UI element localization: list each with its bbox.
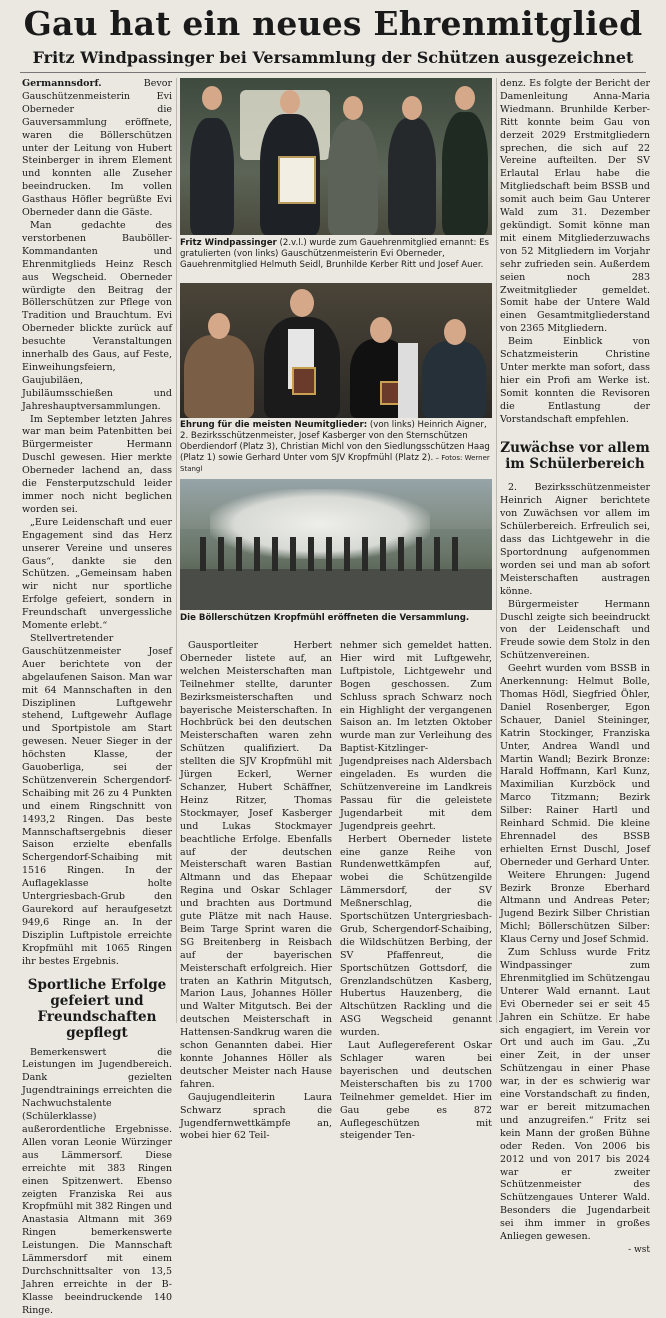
- person: [184, 335, 254, 418]
- vase-stand: [398, 343, 418, 418]
- photo-caption: [180, 613, 492, 624]
- paragraph: Stellvertretender Gauschützenmeister Josef Auer berichtete von der abgelaufenen Saison. Man war mit 64 Mannschaften in den Disziplinen Luftgewehr stehend, Luftgewehr Auflage und Sportpistole am Start gewesen. Neuer Sieger in der höchsten Klasse, der Gauoberliga, sei der Schützenverein Schergendorf-Schaibing mit 26 zu 4 Punkten und einem Ringschnitt von 1493,2 Ringen. Das beste Mannschaftsergebnis dieser Saison erzielte ebenfalls Schergendorf-Schaibing mit 1516 Ringen. In der Auflageklasse holte Untergriesbach-Grub den Gaurekord auf heraufgesetzt 949,6 Ringe an. In der Disziplin Luftpistole erreichte Kropfmühl mit 1065 Ringen ihr bestes Ergebnis.: [22, 632, 172, 967]
- section-heading: Zuwächse vor allem im Schülerbereich: [500, 440, 650, 473]
- column-divider: [496, 78, 497, 1023]
- paragraph: 2. Bezirksschützenmeister Heinrich Aigner berichtete von Zuwächsen vor allem im Schülerbereich. Erfreulich sei, dass das Lichtgewehr in die Sportordnung aufgenommen worden sei und man ab sofort Meisterschaften austragen könne.: [500, 482, 650, 597]
- person: [422, 341, 486, 418]
- article-subheadline: Fritz Windpassinger bei Versammlung der Schützen ausgezeichnet: [32, 48, 634, 67]
- person-head: [280, 90, 300, 114]
- photo-new-members-award: [180, 283, 492, 418]
- person-head: [455, 86, 475, 110]
- paragraph: denz. Es folgte der Bericht der Damenleitung Anna-Maria Wiedmann. Brunhilde Kerber-Ritt konnte beim Gau von derzeit 2029 Erstmitgliedern sprechen, die sich auf 22 Vereine aufteilten. Der SV Erlautal Erlau habe die Mitgliedschaft beim BSSB und somit auch beim Gau Unterer Wald zum 31. Dezember gekündigt. Somit könne man mit einem Mitgliederzuwachs von 52 Mitgliedern im Vorjahr sehr zufrieden sein. Außerdem seien noch 283 Zweitmitglieder gemeldet. Somit habe der Untere Wald einen Gesamtmitgliederstand von 2365 Mitgliedern.: [500, 78, 650, 335]
- paragraph: Bürgermeister Hermann Duschl zeigte sich beeindruckt von der Leidenschaft und Freude sowie dem Stolz in den Schützenvereinen.: [500, 598, 650, 662]
- paragraph: Im September letzten Jahres war man beim Patenbitten bei Bürgermeister Hermann Duschl gewesen. Hier merkte Oberneder lachend an, dass die Fensterputzschuld leider immer noch nicht beglichen worden sei.: [22, 413, 172, 515]
- person: [328, 120, 378, 235]
- paragraph: Gaujugendleiterin Laura Schwarz sprach die Jugendfernwettkämpfe an, wobei hier 62 Teil-: [180, 1091, 332, 1142]
- middle-column-b: [340, 640, 492, 1143]
- person-head: [202, 86, 222, 110]
- left-column: [22, 78, 172, 1318]
- caption-text: (2.v.l.) wurde zum Gauehrenmitglied ernannt: Es gratulierten (von links) Gauschützenmeisterin Evi Oberneder, Gauehrenmitglied Helmuth Seidl, Brunhilde Kerber Ritt und Josef Auer.: [180, 238, 489, 270]
- section-heading: Sportliche Erfolge gefeiert und Freundschaften gepflegt: [27, 976, 167, 1041]
- photo-boeller-shooters: [180, 479, 492, 610]
- paragraph: [22, 78, 172, 220]
- middle-column-a: [180, 640, 332, 1143]
- paragraph: Bemerkenswert die Leistungen im Jugendbereich. Dank gezielten Jugendtrainings erreichten die Nachwuchstalente (Schülerklasse) außerordentliche Ergebnisse. Allen voran Leonie Würzinger aus Lämmersorf. Diese erreichte mit 383 Ringen einen Spitzenwert. Ebenso zeigten Franziska Rei aus Kropfmühl mit 382 Ringen und Anastasia Altmann mit 369 Ringen bemerkenswerte Leistungen. Die Mannschaft Lämmersdorf mit einem Durchschnittsalter von 13,5 Jahren erreichte in der B-Klasse beeindruckende 140 Ringe.: [22, 1046, 172, 1316]
- person-head: [290, 289, 314, 317]
- person: [190, 118, 234, 235]
- person-head: [343, 96, 363, 120]
- paragraph-text: Bevor Gauschützenmeisterin Evi Oberneder die Gauversammlung eröffnete, waren die Böllerschützen unter der Leitung von Hubert Steinberger in ihrem Element und konnten alle Zuseher beeindrucken. Im vollen Gasthaus Höfler begrüßte Evi Oberneder dann die Gäste.: [22, 78, 172, 219]
- award-plaque: [292, 367, 316, 395]
- photo-honorary-member: [180, 78, 492, 235]
- person-head: [370, 317, 392, 343]
- paragraph: Man gedachte des verstorbenen Bauböller-Kommandanten und Ehrenmitglieds Heinz Resch aus Wegscheid. Oberneder würdigte den Beitrag der Böllerschützen zur Pflege von Tradition und Brauchtum. Evi Oberneder blickte zurück auf besuchte Veranstaltungen innerhalb des Gaus, auf Feste, Einweihungsfeiern, Gaujubiläen, Jubiläumsschießen und Jahreshauptversammlungen.: [22, 219, 172, 412]
- caption-lead: Die Böllerschützen Kropfmühl eröffneten die Versammlung.: [180, 613, 470, 623]
- paragraph: Weitere Ehrungen: Jugend Bezirk Bronze Eberhard Altmann und Andreas Peter; Jugend Bezirk Silber Christian Michl; Böllerschützen Silber: Klaus Cerny und Josef Schmid.: [500, 869, 650, 946]
- caption-text: (von links) Heinrich Aigner, 2. Bezirksschützenmeister, Josef Kasberger von den Sternschützen Oberdiendorf (Platz 3), Christian Michl von den Siedlungsschützen Haag (Platz 1) sowie Gerhard Unter vom SJV Kropfmühl (Platz 2).: [180, 420, 490, 463]
- photo-caption: [180, 238, 492, 271]
- paragraph: Zum Schluss wurde Fritz Windpassinger zum Ehrenmitglied im Schützengau Unterer Wald ernannt. Laut Evi Oberneder sei er seit 45 Jahren ein Schütze. Er habe sich engagiert, im Verein vor Ort und auch im Gau. „Zu einer Zeit, in der unser Schützengau in einer Phase war, in der es schwierig war eine Vorstandschaft zu finden, war er bereit mitzumachen und anzugreifen.“ Fritz sei kein Mann der großen Bühne oder Reden. Von 2006 bis 2012 und von 2017 bis 2024 war er zweiter Schützenmeister des Schützengaues Unterer Wald. Besonders die Jugendarbeit sei ihm immer in großes Anliegen gewesen.: [500, 947, 650, 1243]
- paragraph: nehmer sich gemeldet hatten. Hier wird mit Luftgewehr, Luftpistole, Lichtgewehr und Bogen geschossen. Zum Schluss sprach Schwarz noch ein Highlight der vergangenen Saison an. Im letzten Oktober wurde man zur Verleihung des Baptist-Kitzlinger-Jugendpreises nach Aldersbach eingeladen. Es wurden die Schützenvereine im Landkreis Passau für die geleistete Jugendarbeit mit dem Jugendpreis geehrt.: [340, 640, 492, 832]
- person-head: [444, 319, 466, 345]
- pavement: [180, 569, 492, 610]
- article-headline: Gau hat ein neues Ehrenmitglied: [23, 4, 643, 43]
- certificate: [278, 156, 316, 204]
- dateline: Germannsdorf.: [22, 78, 102, 89]
- column-divider: [176, 78, 177, 1023]
- caption-lead: Ehrung für die meisten Neumitglieder:: [180, 420, 368, 430]
- paragraph: „Eure Leidenschaft und euer Engagement sind das Herz unserer Vereine und unseres Gaus“, dankte sie den Schützen. „Gemeinsam haben wir nicht nur sportliche Erfolge gefeiert, sondern in Freundschaft unvergessliche Momente erlebt.“: [22, 516, 172, 632]
- photo-credit: – Fotos: Werner Stangl: [180, 454, 490, 473]
- headline-rule: [20, 72, 646, 73]
- paragraph: Laut Auflegereferent Oskar Schlager waren bei bayerischen und deutschen Meisterschaften bis zu 1700 Teilnehmer gemeldet. Hier im Gau gebe es 872 Auflegeschützen mit steigender Ten-: [340, 1040, 492, 1142]
- right-column: [500, 78, 650, 1257]
- person-head: [208, 313, 230, 339]
- shooter-row: [200, 537, 460, 571]
- paragraph: Herbert Oberneder listete eine ganze Reihe von Rundenwettkämpfen auf, wobei die Schützengilde Lämmersdorf, der SV Meßnerschlag, die Sportschützen Untergriesbach-Grub, Schergendorf-Schaibing, die Wildschützen Berbing, der SV Pfaffenreut, die Sportschützen Gottsdorf, die Grenzlandschützen Kasberg, Hubertus Hauzenberg, die Altschützen Rackling und die ASG Wegscheid genannt wurden.: [340, 833, 492, 1039]
- photo-caption: [180, 420, 492, 475]
- caption-lead: Fritz Windpassinger: [180, 238, 277, 248]
- person: [442, 112, 488, 235]
- paragraph: Gausportleiter Herbert Oberneder listete auf, an welchen Meisterschaften man Teilnehmer stellte, darunter Bezirksmeisterschaften und bayerische Meisterschaften. In Hochbrück bei den deutschen Meisterschaften waren zehn Schützen qualifiziert. Da stellten die SJV Kropfmühl mit Jürgen Eckerl, Werner Schanzer, Hubert Schäffner, Heinz Ritzer, Thomas Stockmayer, Josef Kasberger und Lukas Stockmayer beachtliche Erfolge. Ebenfalls auf der deutschen Meisterschaft waren Bastian Altmann und das Ehepaar Regina und Oskar Schlager und brachten aus Dortmund gute Plätze mit nach Hause. Beim Targe Sprint waren die SG Breitenberg in Reisbach auf der bayerischen Meisterschaft erfolgreich. Hier traten an Kathrin Mitgutsch, Marion Laus, Johannes Höller und Walter Mitgutsch. Bei der deutschen Meisterschaft in Hattensen-Sandkrug waren die schon Genannten dabei. Hier konnte Johannes Höller als deutscher Meister nach Hause fahren.: [180, 640, 332, 1090]
- author-signature: - wst: [628, 1244, 650, 1255]
- person-head: [402, 96, 422, 120]
- paragraph: Geehrt wurden vom BSSB in Anerkennung: Helmut Bolle, Thomas Hödl, Siegfried Öhler, Daniel Rosenberger, Egon Schauer, Daniel Steininger, Katrin Stockinger, Franziska Unter, Andrea Wandl und Martin Wandl; Bezirk Bronze: Harald Hoffmann, Karl Kunz, Maximilian Kurzböck und Marco Titzmann; Bezirk Silber: Rainer Hartl und Reinhard Schmid. Die kleine Ehrennadel des BSSB erhielten Ernst Duschl, Josef Oberneder und Gerhard Unter.: [500, 663, 650, 868]
- person: [388, 118, 436, 235]
- paragraph: Beim Einblick von Schatzmeisterin Christine Unter merkte man sofort, dass hier ein Profi am Werke ist. Somit konnten die Revisoren die Entlastung der Vorstandschaft empfehlen.: [500, 336, 650, 425]
